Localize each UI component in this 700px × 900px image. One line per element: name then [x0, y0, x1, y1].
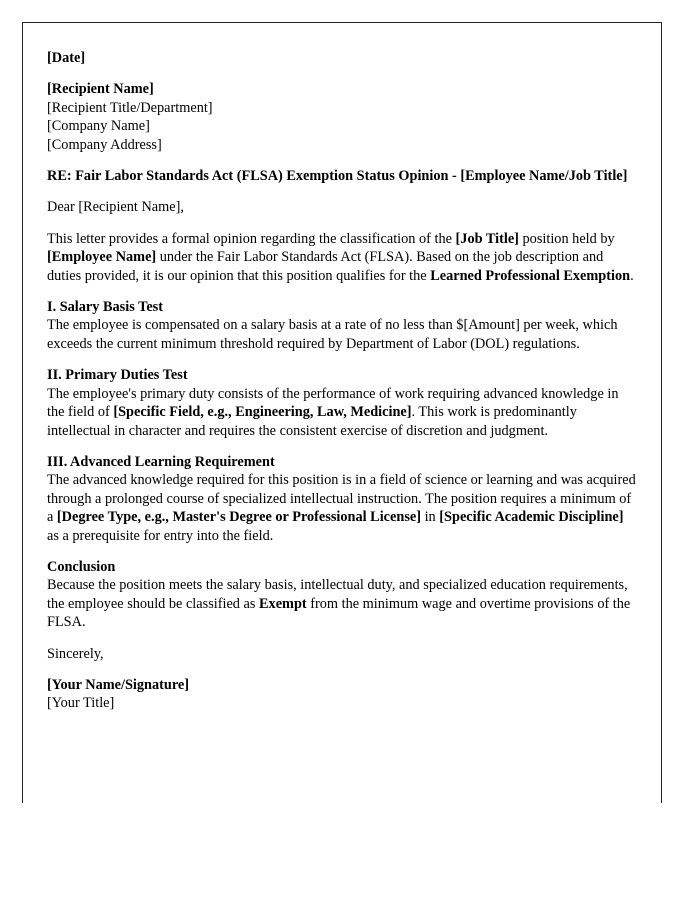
re-subject-text: RE: Fair Labor Standards Act (FLSA) Exemption Status Opinion - [Employee Name/Job Title]	[47, 168, 628, 185]
section-body-bold-span-2: [Specific Academic Discipline]	[439, 509, 624, 526]
signature-name: [Your Name/Signature]	[47, 676, 190, 693]
section-body-part-1: The employee's primary duty consists of the performance of work requiring advanced knowledge in the field of	[47, 385, 619, 421]
section-body-bold-span: [Degree Type, e.g., Master's Degree or Professional License]	[56, 509, 421, 526]
section-body-part-1: Because the position meets the salary basis, intellectual duty, and specialized education requirements, the employee should be classified as	[47, 577, 628, 612]
section-body	[47, 316, 637, 353]
recipient-address-block	[47, 80, 637, 154]
intro-part-1: This letter provides a formal opinion regarding the classification of the	[47, 230, 456, 247]
section-body-part-1: The advanced knowledge required for this position is in a field of science or learning and was acquired through a prolonged course of specialized intellectual instruction. The position requires a minimum of a	[47, 472, 636, 526]
section-heading: I. Salary Basis Test	[47, 299, 163, 316]
section-body-part-2: . This work is predominantly intellectual in character and requires the consistent exercise of discretion and judgment.	[47, 404, 577, 439]
section-body-part-1: The employee is compensated on a salary basis at a rate of no less than $[Amount] per week, which exceeds the current minimum threshold required by Department of Labor (DOL) regulations.	[47, 317, 618, 352]
intro-exemption-type: Learned Professional Exemption	[430, 267, 631, 284]
signature-title: [Your Title]	[47, 695, 115, 712]
document-body	[23, 23, 661, 713]
intro-paragraph	[47, 230, 637, 285]
section-body-part-2: in	[421, 509, 440, 526]
intro-employee-name: [Employee Name]	[47, 249, 157, 266]
recipient-name: [Recipient Name]	[47, 81, 154, 98]
recipient-company-name: [Company Name]	[47, 118, 150, 135]
section-body	[47, 385, 637, 440]
document-page	[22, 22, 662, 803]
section-salary-basis-test	[47, 298, 637, 353]
section-body-part-2: from the minimum wage and overtime provisions of the FLSA.	[47, 595, 631, 631]
date-line	[47, 49, 637, 67]
closing-line: Sincerely,	[47, 645, 104, 662]
signature-block	[47, 676, 637, 713]
intro-part-2: position held by	[518, 230, 615, 247]
section-body-part-3: as a prerequisite for entry into the field.	[47, 527, 274, 544]
re-subject-line	[47, 167, 637, 185]
section-body-bold-span: [Specific Field, e.g., Engineering, Law, Medicine]	[113, 404, 412, 421]
recipient-company-address: [Company Address]	[47, 136, 162, 153]
intro-job-title: [Job Title]	[455, 230, 519, 247]
section-heading: II. Primary Duties Test	[47, 367, 188, 384]
section-advanced-learning-requirement	[47, 453, 637, 545]
section-primary-duties-test	[47, 366, 637, 440]
recipient-title-department: [Recipient Title/Department]	[47, 99, 213, 116]
section-body-bold-span: Exempt	[259, 595, 307, 612]
section-heading: Conclusion	[47, 558, 116, 575]
section-conclusion	[47, 558, 637, 632]
intro-part-4: .	[630, 267, 634, 284]
date-placeholder: [Date]	[47, 50, 86, 66]
section-body	[47, 576, 637, 631]
salutation: Dear [Recipient Name],	[47, 199, 184, 216]
intro-part-3: under the Fair Labor Standards Act (FLSA). Based on the job description and duties provided, it is our opinion that this position qualifies for the	[47, 249, 604, 284]
section-body	[47, 471, 637, 545]
section-heading: III. Advanced Learning Requirement	[47, 453, 275, 470]
